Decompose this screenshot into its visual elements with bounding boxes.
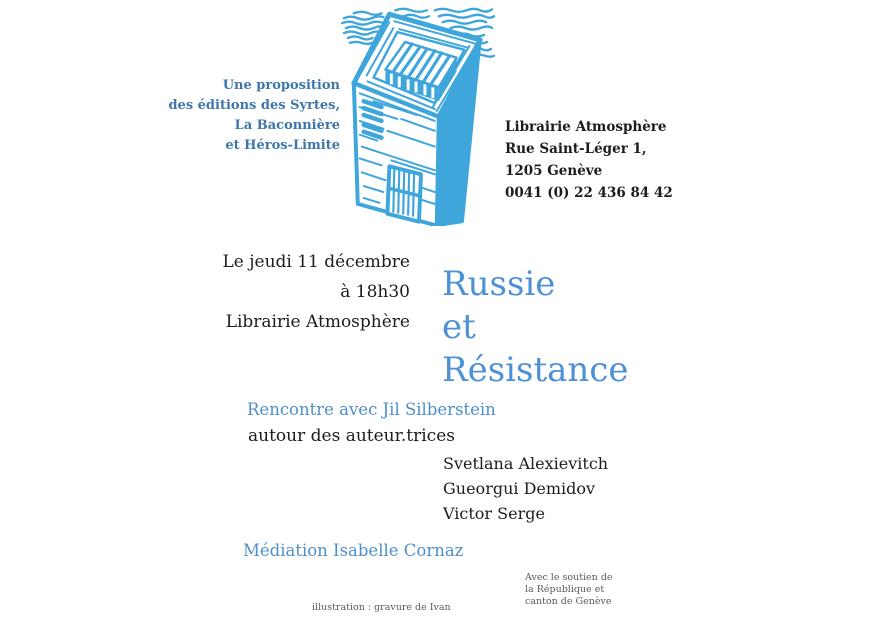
mediation-line: Médiation Isabelle Cornaz bbox=[243, 541, 464, 560]
proposition-line: La Baconnière bbox=[234, 118, 340, 133]
support-line: la République et bbox=[525, 584, 605, 595]
title-line-3: Résistance bbox=[442, 350, 629, 390]
authors-list bbox=[443, 451, 608, 526]
support-line: canton de Genève bbox=[525, 596, 612, 607]
facade-door-icon bbox=[387, 166, 421, 221]
event-datetime-block bbox=[222, 247, 410, 337]
support-block bbox=[525, 572, 613, 608]
proposition-line: et Héros-Limite bbox=[225, 138, 340, 153]
proposition-block bbox=[168, 76, 340, 156]
venue-name: Librairie Atmosphère bbox=[505, 119, 667, 135]
event-place: Librairie Atmosphère bbox=[225, 312, 410, 332]
meeting-host-line: Rencontre avec Jil Silberstein bbox=[247, 400, 496, 419]
author-name: Gueorgui Demidov bbox=[443, 479, 596, 498]
author-name: Victor Serge bbox=[443, 504, 545, 523]
title-line-2: et bbox=[442, 307, 476, 347]
title-line-1: Russie bbox=[442, 264, 556, 304]
author-name: Svetlana Alexievitch bbox=[443, 454, 609, 473]
venue-city: 1205 Genève bbox=[505, 163, 603, 179]
event-time: à 18h30 bbox=[340, 282, 410, 302]
proposition-line: Une proposition bbox=[222, 78, 340, 93]
venue-address-block bbox=[505, 116, 673, 204]
proposition-line: des éditions des Syrtes, bbox=[168, 98, 340, 113]
event-date: Le jeudi 11 décembre bbox=[222, 252, 410, 272]
page-title bbox=[442, 263, 629, 392]
building-woodcut-illustration bbox=[340, 4, 498, 226]
illustration-credit-line: illustration : gravure de Ivan bbox=[312, 602, 451, 613]
meeting-about-line: autour des auteur.trices bbox=[248, 426, 455, 446]
venue-street: Rue Saint-Léger 1, bbox=[505, 141, 647, 157]
venue-phone: 0041 (0) 22 436 84 42 bbox=[505, 185, 673, 201]
support-line: Avec le soutien de bbox=[525, 572, 613, 583]
